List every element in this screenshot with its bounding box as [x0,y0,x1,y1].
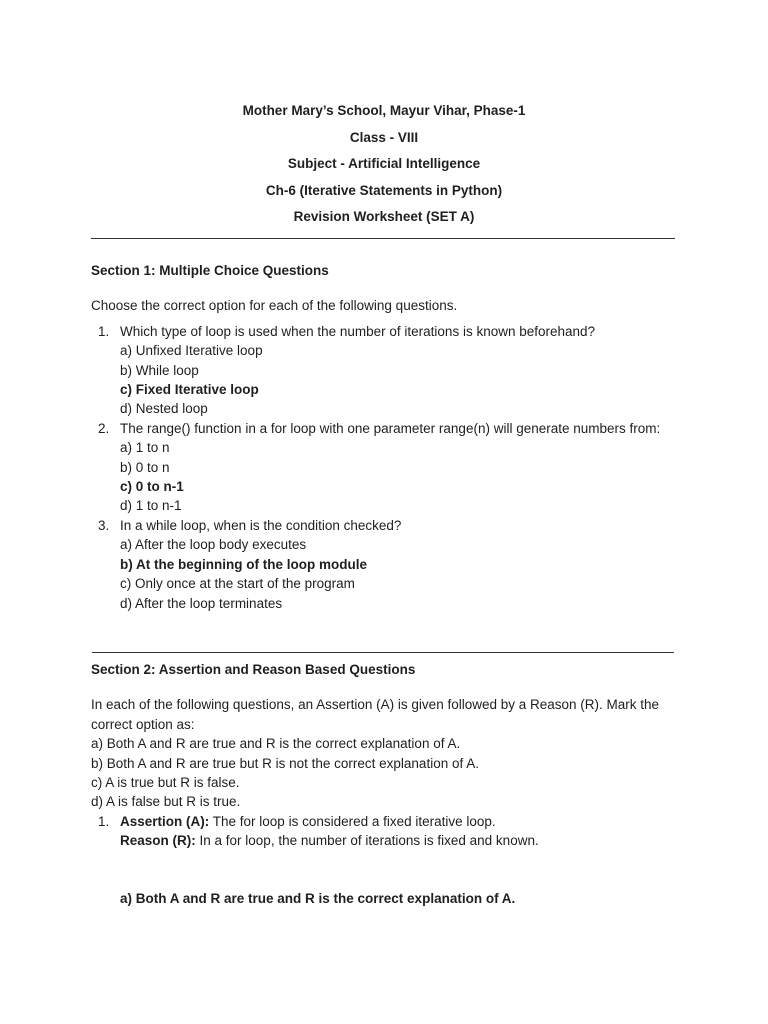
section-1 [91,261,691,613]
ar-option-c: c) A is true but R is false. [91,775,240,791]
section-divider [92,652,674,653]
option-c: c) Only once at the start of the program [120,576,355,592]
subject-label: Subject - Artificial Intelligence [287,156,481,171]
header-divider [91,238,675,239]
ar-option-b: b) Both A and R are true but R is not the correct explanation of A. [91,755,479,771]
option-b: b) 0 to n [120,459,170,475]
section-1-instruction: Choose the correct option for each of the following questions. [91,298,458,314]
question-text: The range() function in a for loop with one parameter range(n) will generate numbers from: [120,420,661,436]
school-name: Mother Mary’s School, Mayur Vihar, Phase-1 [242,103,526,118]
ar-answer: a) Both A and R are true and R is the correct explanation of A. [120,890,516,906]
ar-option-a: a) Both A and R are true and R is the correct explanation of A. [91,736,461,752]
assertion-text: The for loop is considered a fixed iterative loop. [209,813,496,829]
option-b: b) While loop [120,362,199,378]
option-a: a) Unfixed Iterative loop [120,343,263,359]
mcq-question-1: 1. Which type of loop is used when the number of iterations is known beforehand? a) Unfixed Iterative loop b) While loop c) Fixed Iterative loop d) Nested loop [91,322,691,419]
option-d: d) Nested loop [120,401,208,417]
question-text: In a while loop, when is the condition checked? [120,517,402,533]
option-c-correct: c) 0 to n-1 [120,479,184,495]
reason-line [120,831,691,850]
ar-question-1: 1. Assertion (A): The for loop is considered a fixed iterative loop. Reason (R): In a for loop, the number of iterations is fixed and known. a) Both A and R are true and R is the correct explanation of A. [91,812,691,908]
option-a: a) After the loop body executes [120,537,307,553]
reason-text: In a for loop, the number of iterations is fixed and known. [195,833,539,849]
assertion-line [120,812,691,831]
option-d: d) 1 to n-1 [120,498,182,514]
section-2-title: Section 2: Assertion and Reason Based Questions [91,662,416,677]
mcq-question-2: 2. The range() function in a for loop with one parameter range(n) will generate numbers from: a) 1 to n b) 0 to n c) 0 to n-1 d) 1 to n-1 [91,419,691,516]
assertion-label: Assertion (A): [120,813,210,829]
section-1-title: Section 1: Multiple Choice Questions [91,263,329,278]
worksheet-header [0,98,768,231]
mcq-list [91,322,691,613]
section-2 [91,660,691,908]
question-text: Which type of loop is used when the number of iterations is known beforehand? [120,323,596,339]
reason-label: Reason (R): [120,833,196,849]
class-label: Class - VIII [349,129,419,145]
option-a: a) 1 to n [120,440,170,456]
worksheet-title: Revision Worksheet (SET A) [293,209,475,224]
chapter-label: Ch-6 (Iterative Statements in Python) [265,182,503,198]
ar-question-list [91,812,691,908]
option-c-correct: c) Fixed Iterative loop [120,382,259,398]
section-2-instruction: In each of the following questions, an Assertion (A) is given followed by a Reason (R). Mark the correct option as: [91,697,660,732]
option-d: d) After the loop terminates [120,595,283,611]
mcq-question-3: 3. In a while loop, when is the condition checked? a) After the loop body executes b) At the beginning of the loop module c) Only once at the start of the program d) After the loop terminates [91,516,691,613]
option-b-correct: b) At the beginning of the loop module [120,556,367,572]
ar-option-d: d) A is false but R is true. [91,794,241,810]
